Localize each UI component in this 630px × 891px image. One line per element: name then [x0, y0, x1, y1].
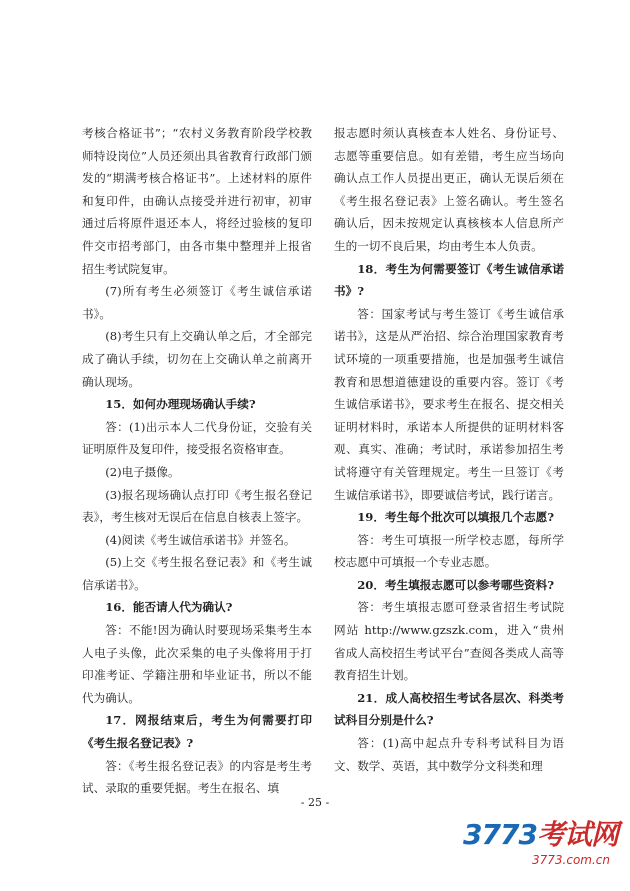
paragraph: 答：《考生报名登记表》的内容是考生考试、录取的重要凭据。考生在报名、填 [82, 758, 312, 796]
watermark-brand-text: 考试网 [536, 818, 618, 851]
paragraph: (4)阅读《考生诚信承诺书》并签名。 [105, 532, 296, 547]
paragraph: (3)报名现场确认点打印《考生报名登记表》，考生核对无误后在信息自核表上签字。 [82, 487, 312, 525]
paragraph: 报志愿时须认真核查本人姓名、身份证号、志愿等重要信息。如有差错，考生应当场向确认点工作人员提出更正，确认无误后须在《考生报名登记表》上签名确认。考生签名确认后，因未按规定认真核核本人信息所产生的一切不良后果，均由考生本人负责。 [334, 126, 564, 253]
question-heading-21: 21．成人高校招生考试各层次、科类考试科目分别是什么? [334, 690, 564, 728]
site-watermark-logo [448, 818, 618, 878]
paragraph: 考核合格证书”；“农村义务教育阶段学校教师特设岗位”人员还须出具省教育行政部门颁发的“期满考核合格证书”。上述材料的原件和复印件，由确认点接受并进行初审，初审通过后将原件退还本人，将经过验核的复印件交市招考部门，由各市集中整理并上报省招生考试院复审。 [82, 126, 312, 276]
paragraph: 答：考生可填报一所学校志愿，每所学校志愿中可填报一个专业志愿。 [334, 532, 564, 570]
question-heading-17: 17．网报结束后，考生为何需要打印《考生报名登记表》? [82, 713, 312, 751]
paragraph: (8)考生只有上交确认单之后，才全部完成了确认手续，切勿在上交确认单之前离开确认现场。 [82, 329, 312, 389]
question-heading-20: 20．考生填报志愿可以参考哪些资料? [357, 577, 555, 592]
paragraph: 答：(1)出示本人二代身份证，交验有关证明原件及复印件，接受报名资格审查。 [82, 419, 312, 457]
paragraph: (2)电子摄像。 [105, 464, 180, 479]
paragraph: (7)所有考生必须签订《考生诚信承诺书》。 [82, 284, 312, 321]
watermark-domain: 3773.com.cn [532, 853, 610, 867]
question-heading-15: 15．如何办理现场确认手续? [105, 397, 256, 412]
paragraph: 答：(1)高中起点升专科考试科目为语文、数学、英语，其中数学分文科类和理 [334, 736, 564, 773]
paragraph: (5)上交《考生报名登记表》和《考生诚信承诺书》。 [82, 555, 312, 592]
paragraph: 答：不能!因为确认时要现场采集考生本人电子头像，此次采集的电子头像将用于打印准考证、学籍注册和毕业证书，所以不能代为确认。 [82, 623, 312, 705]
right-column [334, 122, 564, 777]
paragraph: 答：国家考试与考生签订《考生诚信承诺书》，这是从严治招、综合治理国家教育考试环境的一项重要措施，也是加强考生诚信教育和思想道德建设的重要内容。签订《考生诚信承诺书》，要求考生在报名、提交相关证明材料时，承诺本人所提供的证明材料客观、真实、准确；考试时，承诺参加招生考试将遵守有关管理规定。考生一旦签订《考生诚信承诺书》，即要诚信考试，践行诺言。 [334, 306, 564, 502]
question-heading-18: 18．考生为何需要签订《考生诚信承诺书》? [334, 261, 564, 299]
paragraph: 答：考生填报志愿可登录省招生考试院网站 http://www.gzszk.com，进入“贵州省成人高校招生考试平台”查阅各类成人高等教育招生计划。 [334, 600, 564, 683]
question-heading-19: 19．考生每个批次可以填报几个志愿? [357, 510, 555, 525]
watermark-brand [448, 818, 618, 852]
question-heading-16: 16．能否请人代为确认? [105, 600, 233, 615]
left-column [82, 122, 312, 800]
watermark-brand-number: 3773 [463, 818, 537, 851]
page-number: - 25 - [300, 796, 330, 809]
